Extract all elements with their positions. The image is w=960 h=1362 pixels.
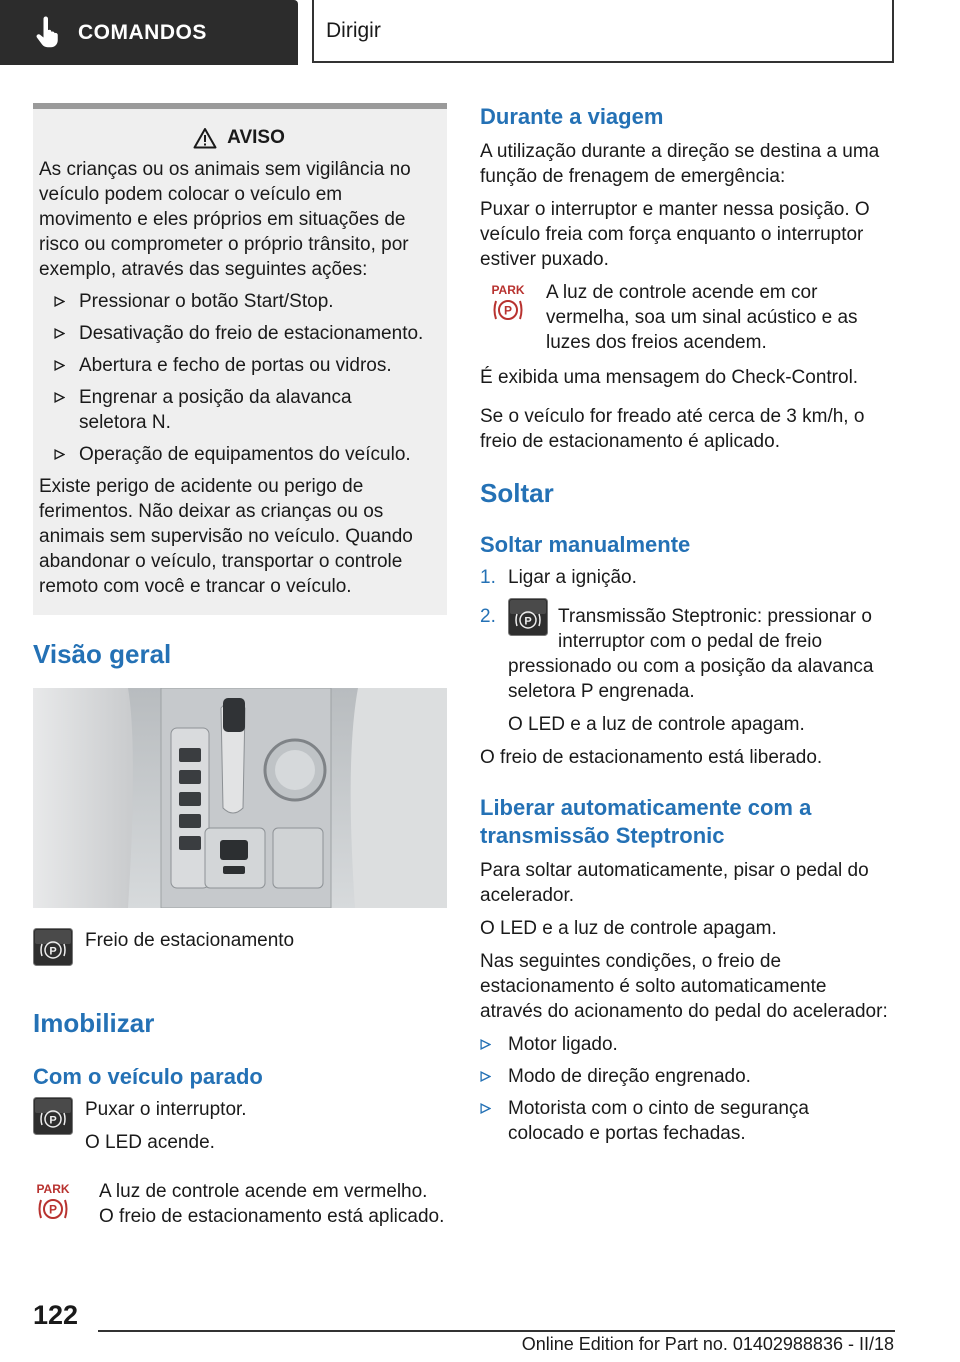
list-item: Pressionar o botão Start/Stop. (39, 289, 439, 314)
page-number: 122 (33, 1300, 79, 1330)
svg-text:P: P (49, 945, 57, 958)
list-item: Engrenar a posição da alavanca seletora N. (39, 385, 439, 435)
driving-park-text: A luz de controle acende em cor vermelha, soa um sinal acústico e as luzes dos freios acendem. (546, 282, 858, 353)
auto-release-heading: Liberar automaticamente com a transmissão Steptronic (480, 795, 812, 848)
triangle-bullet-icon (480, 1064, 508, 1089)
manual-release-heading: Soltar manualmente (480, 532, 691, 557)
park-warning-icon (488, 280, 528, 324)
svg-text:P: P (503, 303, 513, 318)
list-item: 1. Ligar a ignição. (480, 567, 637, 588)
warning-title-text: AVISO (227, 127, 285, 148)
svg-text:PARK: PARK (36, 1182, 70, 1196)
park-warning-icon (33, 1179, 73, 1223)
list-item: Motorista com o cinto de segurança colocado e portas fechadas. (480, 1096, 888, 1146)
left-column (33, 103, 447, 1229)
immobilize-park-text: A luz de controle acende em vermelho. O freio de estacionamento está aplicado. (99, 1181, 445, 1227)
svg-text:P: P (48, 1202, 58, 1217)
immobilize-step1: Puxar o interruptor. (85, 1099, 247, 1120)
footer-divider (98, 1330, 895, 1332)
photo-caption: Freio de estacionamento (85, 930, 295, 951)
parking-brake-button-icon (33, 1097, 73, 1135)
warning-triangle-icon (193, 127, 217, 149)
svg-text:P: P (524, 615, 532, 628)
hand-pointer-icon (30, 15, 66, 51)
driving-p4: Se o veículo for freado até cerca de 3 km/h, o freio de estacionamento é aplicado. (480, 406, 865, 452)
list-item: Abertura e fecho de portas ou vidros. (39, 353, 439, 378)
svg-text:PARK: PARK (491, 283, 525, 297)
chapter-label: Dirigir (326, 18, 381, 42)
immobilize-heading: Imobilizar (33, 1008, 155, 1038)
list-item: Operação de equipamentos do veículo. (39, 442, 439, 467)
chapter-header (312, 0, 894, 63)
caption-row (33, 928, 447, 966)
list-item: Motor ligado. (480, 1032, 888, 1057)
parking-brake-button-icon (508, 598, 548, 636)
auto-p3: Nas seguintes condições, o freio de estacionamento é solto automaticamente através do acionamento do pedal do acelerador: (480, 951, 888, 1022)
warning-outro: Existe perigo de acidente ou perigo de ferimentos. Não deixar as crianças ou os animais sem supervisão no veículo. Quando abandonar o veículo, transportar o controle remoto com você e trancar o veículo. (39, 476, 413, 597)
triangle-bullet-icon (39, 385, 79, 435)
section-label: COMANDOS (78, 20, 207, 44)
triangle-bullet-icon (480, 1032, 508, 1057)
conditions-list (480, 1032, 888, 1146)
svg-text:P: P (49, 1114, 57, 1127)
immobilize-step2: O LED acende. (85, 1132, 215, 1153)
auto-p1: Para soltar automaticamente, pisar o pedal do acelerador. (480, 860, 869, 906)
list-item: Desativação do freio de estacionamento. (39, 321, 439, 346)
driving-park-row (480, 280, 888, 355)
driving-p3: É exibida uma mensagem do Check-Control. (480, 367, 859, 388)
edition-text: Online Edition for Part no. 01402988836 - II/18 (521, 1334, 894, 1354)
section-tab[interactable] (0, 0, 298, 65)
auto-p2: O LED e a luz de controle apagam. (480, 918, 777, 939)
triangle-bullet-icon (39, 321, 79, 346)
parking-brake-button-icon (33, 928, 73, 966)
stationary-subheading: Com o veículo parado (33, 1064, 263, 1089)
warning-box (33, 103, 447, 615)
triangle-bullet-icon (480, 1096, 508, 1146)
right-column (480, 103, 888, 1153)
park-indicator-row (33, 1179, 447, 1229)
list-item: 2. P Transmissão Steptronic: pressionar o interruptor com o pedal de freio pressionado ou com a posição da alavanca seletora P engrenada. (480, 604, 888, 704)
step2-note: O LED e a luz de controle apagam. (508, 714, 805, 735)
overview-heading: Visão geral (33, 639, 172, 669)
released-text: O freio de estacionamento está liberado. (480, 747, 823, 768)
driving-heading: Durante a viagem (480, 104, 664, 129)
pull-switch-row (33, 1097, 447, 1155)
warning-title (39, 127, 439, 149)
release-heading: Soltar (480, 478, 554, 508)
list-item: Modo de direção engrenado. (480, 1064, 888, 1089)
console-photo (33, 688, 447, 908)
triangle-bullet-icon (39, 289, 79, 314)
driving-p2: Puxar o interruptor e manter nessa posição. O veículo freia com força enquanto o interruptor estiver puxado. (480, 199, 870, 270)
warning-list (39, 289, 439, 467)
warning-intro: As crianças ou os animais sem vigilância no veículo podem colocar o veículo em movimento e eles próprios em situações de risco ou comprometer o próprio trânsito, por exemplo, através das seguintes ações: (39, 159, 411, 280)
triangle-bullet-icon (39, 353, 79, 378)
release-steps (480, 565, 888, 704)
triangle-bullet-icon (39, 442, 79, 467)
driving-p1: A utilização durante a direção se destina a uma função de frenagem de emergência: (480, 141, 880, 187)
